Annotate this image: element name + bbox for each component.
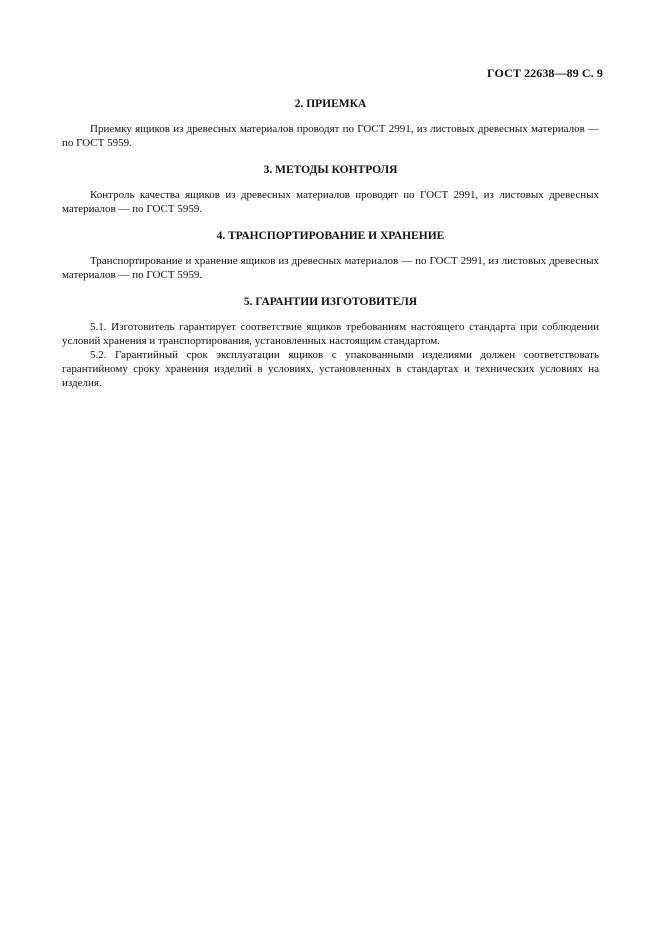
section-title: 4. ТРАНСПОРТИРОВАНИЕ И ХРАНЕНИЕ xyxy=(216,230,445,242)
document-body xyxy=(62,96,599,402)
section-manufacturer-warranty xyxy=(62,294,599,390)
paragraph: Контроль качества ящиков из древесных материалов проводят по ГОСТ 2991, из листовых древесных материалов — по ГОСТ 5959. xyxy=(62,189,599,215)
section-title: 5. ГАРАНТИИ ИЗГОТОВИТЕЛЯ xyxy=(243,296,418,308)
paragraph: 5.1. Изготовитель гарантирует соответствие ящиков требованиям настоящего стандарта при соблюдении условий хранения и транспортирования, установленных настоящим стандартом. xyxy=(62,321,599,347)
section-title: 3. МЕТОДЫ КОНТРОЛЯ xyxy=(263,164,398,176)
paragraph: Транспортирование и хранение ящиков из древесных материалов — по ГОСТ 2991, из листовых древесных материалов — по ГОСТ 5959. xyxy=(62,255,599,281)
section-control-methods xyxy=(62,162,599,216)
section-title: 2. ПРИЕМКА xyxy=(294,98,367,110)
section-transport-storage xyxy=(62,228,599,282)
paragraph: 5.2. Гарантийный срок эксплуатации ящиков с упакованными изделиями должен соответствовать гарантийному сроку хранения изделий в условиях, установленных в стандартах и технических условиях на изделия. xyxy=(62,349,599,389)
paragraph: Приемку ящиков из древесных материалов проводят по ГОСТ 2991, из листовых древесных материалов — по ГОСТ 5959. xyxy=(62,123,599,149)
running-header: ГОСТ 22638—89 С. 9 xyxy=(487,66,603,80)
section-acceptance xyxy=(62,96,599,150)
